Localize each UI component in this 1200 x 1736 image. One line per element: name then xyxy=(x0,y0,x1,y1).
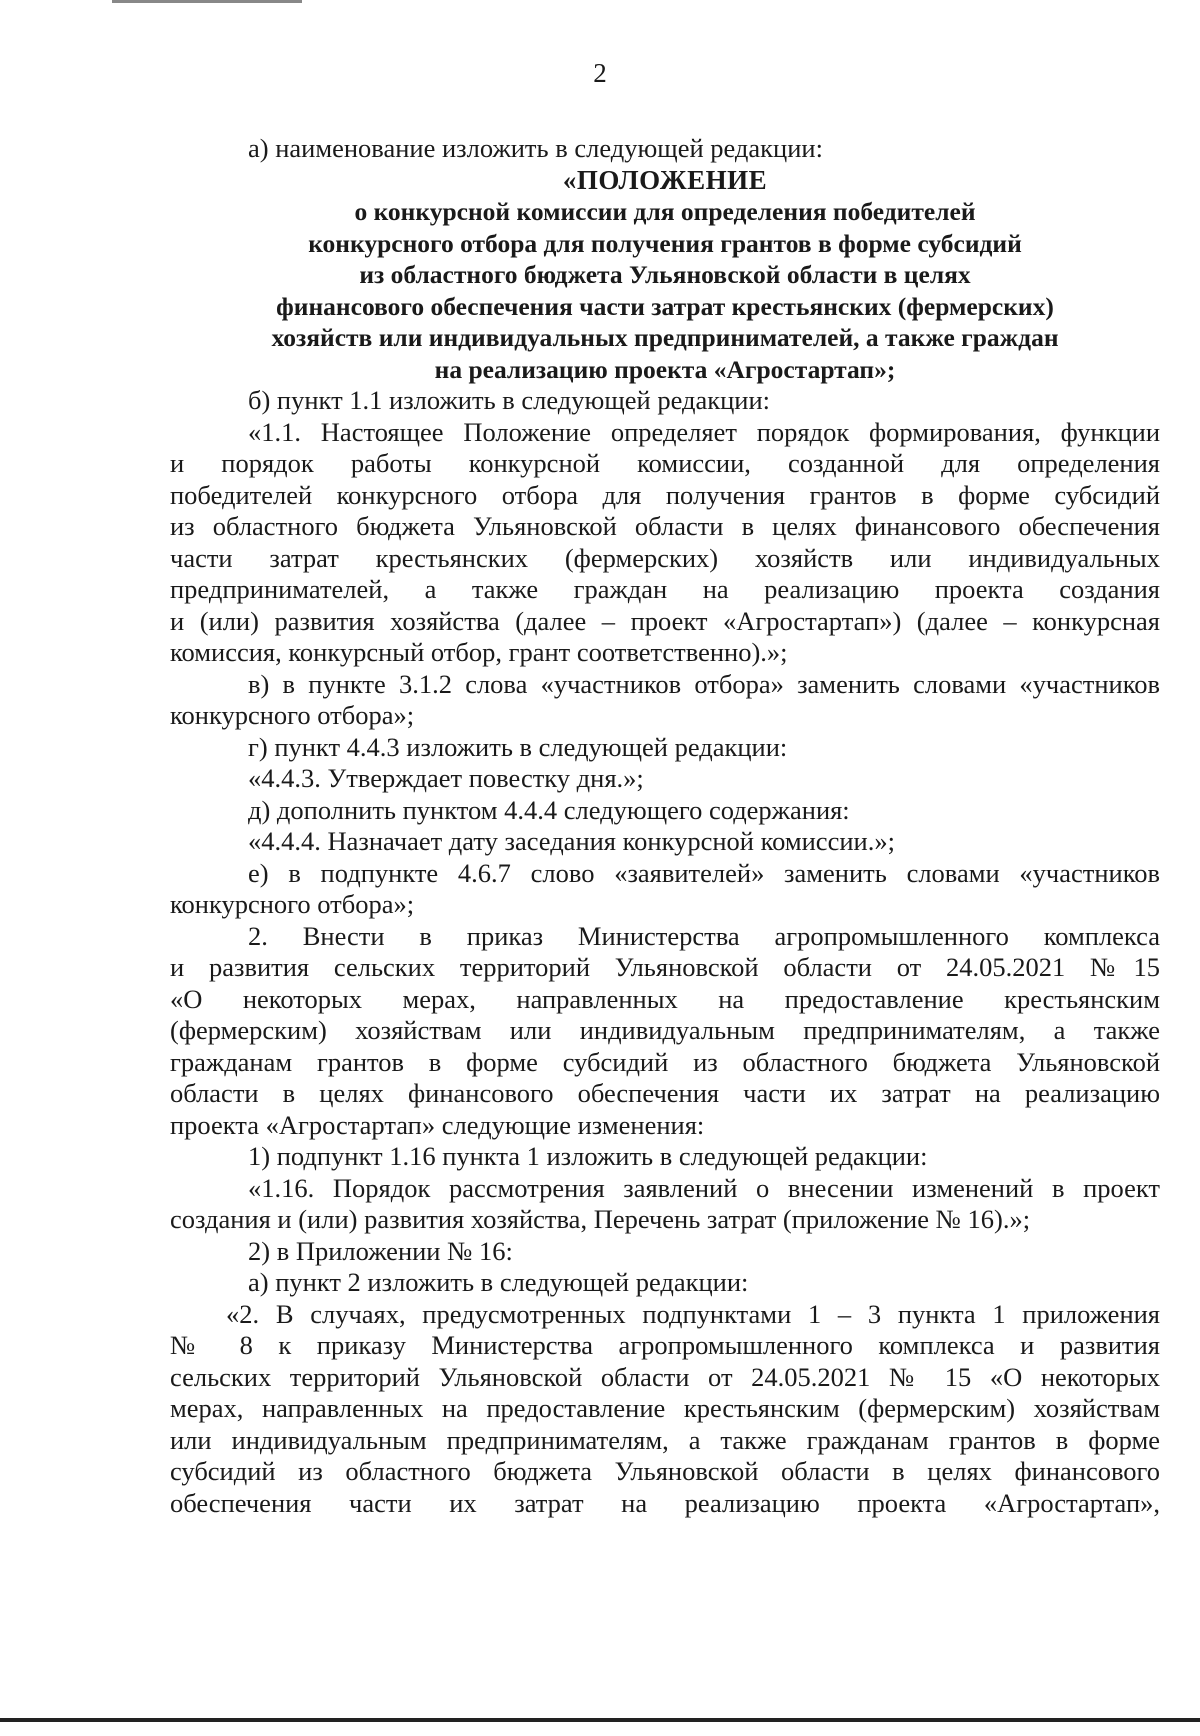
text-line: или индивидуальным предпринимателям, а также гражданам грантов в форме xyxy=(170,1424,1160,1455)
text-line: е) в подпункте 4.6.7 слово «заявителей» заменить словами «участников xyxy=(248,857,1160,888)
text-line: 2. Внести в приказ Министерства агропромышленного комплекса xyxy=(248,920,1160,951)
text-line: обеспечения части их затрат на реализацию проекта «Агростартап», xyxy=(170,1487,1160,1518)
text-line: субсидий из областного бюджета Ульяновской области в целях финансового xyxy=(170,1456,1160,1486)
text-line: конкурсного отбора»; xyxy=(170,889,415,919)
text-line: и (или) развития хозяйства (далее – проект «Агростартап») (далее – конкурсная xyxy=(170,605,1160,636)
text-line: «1.16. Порядок рассмотрения заявлений о внесении изменений в проект xyxy=(248,1172,1160,1203)
scan-top-edge xyxy=(112,0,302,3)
text-line: и развития сельских территорий Ульяновской области от 24.05.2021 №15 xyxy=(170,952,1160,982)
scan-bottom-edge xyxy=(0,1718,1200,1722)
text-line: № 8 к приказу Министерства агропромышленного комплекса и развития xyxy=(170,1330,1160,1360)
text-line: «О некоторых мерах, направленных на предоставление крестьянским xyxy=(170,983,1160,1014)
text-line: г) пункт 4.4.3 изложить в следующей редакции: xyxy=(248,731,788,762)
text-line: а) пункт 2 изложить в следующей редакции: xyxy=(248,1267,749,1297)
text-line: из областного бюджета Ульяновской области в целях финансового обеспечения xyxy=(170,511,1160,541)
text-line: о конкурсной комиссии для определения победителей xyxy=(354,197,976,226)
text-line: мерах, направленных на предоставление крестьянским (фермерским) хозяйствам xyxy=(170,1393,1160,1423)
text-line: хозяйств или индивидуальных предпринимателей, а также граждан xyxy=(271,323,1059,352)
text-line: финансового обеспечения части затрат крестьянских (фермерских) xyxy=(276,291,1054,321)
text-line: «2. В случаях, предусмотренных подпунктами 1 – 3 пункта 1 приложения xyxy=(226,1298,1160,1329)
text-line: (фермерским) хозяйствам или индивидуальным предпринимателям, а также xyxy=(170,1015,1160,1045)
text-line: «ПОЛОЖЕНИЕ xyxy=(562,164,768,195)
text-line: комиссия, конкурсный отбор, грант соответственно).»; xyxy=(170,637,788,667)
text-line: «1.1. Настоящее Положение определяет порядок формирования, функции xyxy=(248,416,1160,447)
text-line: д) дополнить пунктом 4.4.4 следующего содержания: xyxy=(248,794,850,825)
text-line: создания и (или) развития хозяйства, Перечень затрат (приложение № 16).»; xyxy=(170,1204,1031,1234)
text-line: гражданам грантов в форме субсидий из областного бюджета Ульяновской xyxy=(170,1046,1160,1077)
text-line: конкурсного отбора для получения грантов в форме субсидий xyxy=(308,228,1022,258)
text-line: победителей конкурсного отбора для получения грантов в форме субсидий xyxy=(170,479,1160,510)
text-line: области в целях финансового обеспечения части их затрат на реализацию xyxy=(170,1078,1160,1108)
text-line: из областного бюджета Ульяновской области в целях xyxy=(359,260,971,289)
text-line: в) в пункте 3.1.2 слова «участников отбора» заменить словами «участников xyxy=(248,668,1160,699)
text-line: а) наименование изложить в следующей редакции: xyxy=(248,133,823,163)
text-line: 2) в Приложении № 16: xyxy=(248,1235,513,1266)
text-line: предпринимателей, а также граждан на реализацию проекта создания xyxy=(170,574,1160,604)
text-line: б) пункт 1.1 изложить в следующей редакции: xyxy=(248,385,771,415)
text-line: части затрат крестьянских (фермерских) хозяйств или индивидуальных xyxy=(170,542,1160,573)
text-line: 1) подпункт 1.16 пункта 1 изложить в следующей редакции: xyxy=(248,1141,928,1171)
document-body xyxy=(170,133,1160,1519)
text-line: конкурсного отбора»; xyxy=(170,700,415,730)
text-line: «4.4.3. Утверждает повестку дня.»; xyxy=(248,763,644,793)
text-line: сельских территорий Ульяновской области от 24.05.2021 № 15 «О некоторых xyxy=(170,1361,1160,1392)
text-line: «4.4.4. Назначает дату заседания конкурсной комиссии.»; xyxy=(248,826,895,856)
text-line: проекта «Агростартап» следующие изменения: xyxy=(170,1109,705,1140)
text-line: на реализацию проекта «Агростартап»; xyxy=(434,354,896,384)
page-number: 2 xyxy=(593,58,607,88)
text-line: и порядок работы конкурсной комиссии, созданной для определения xyxy=(170,448,1160,478)
